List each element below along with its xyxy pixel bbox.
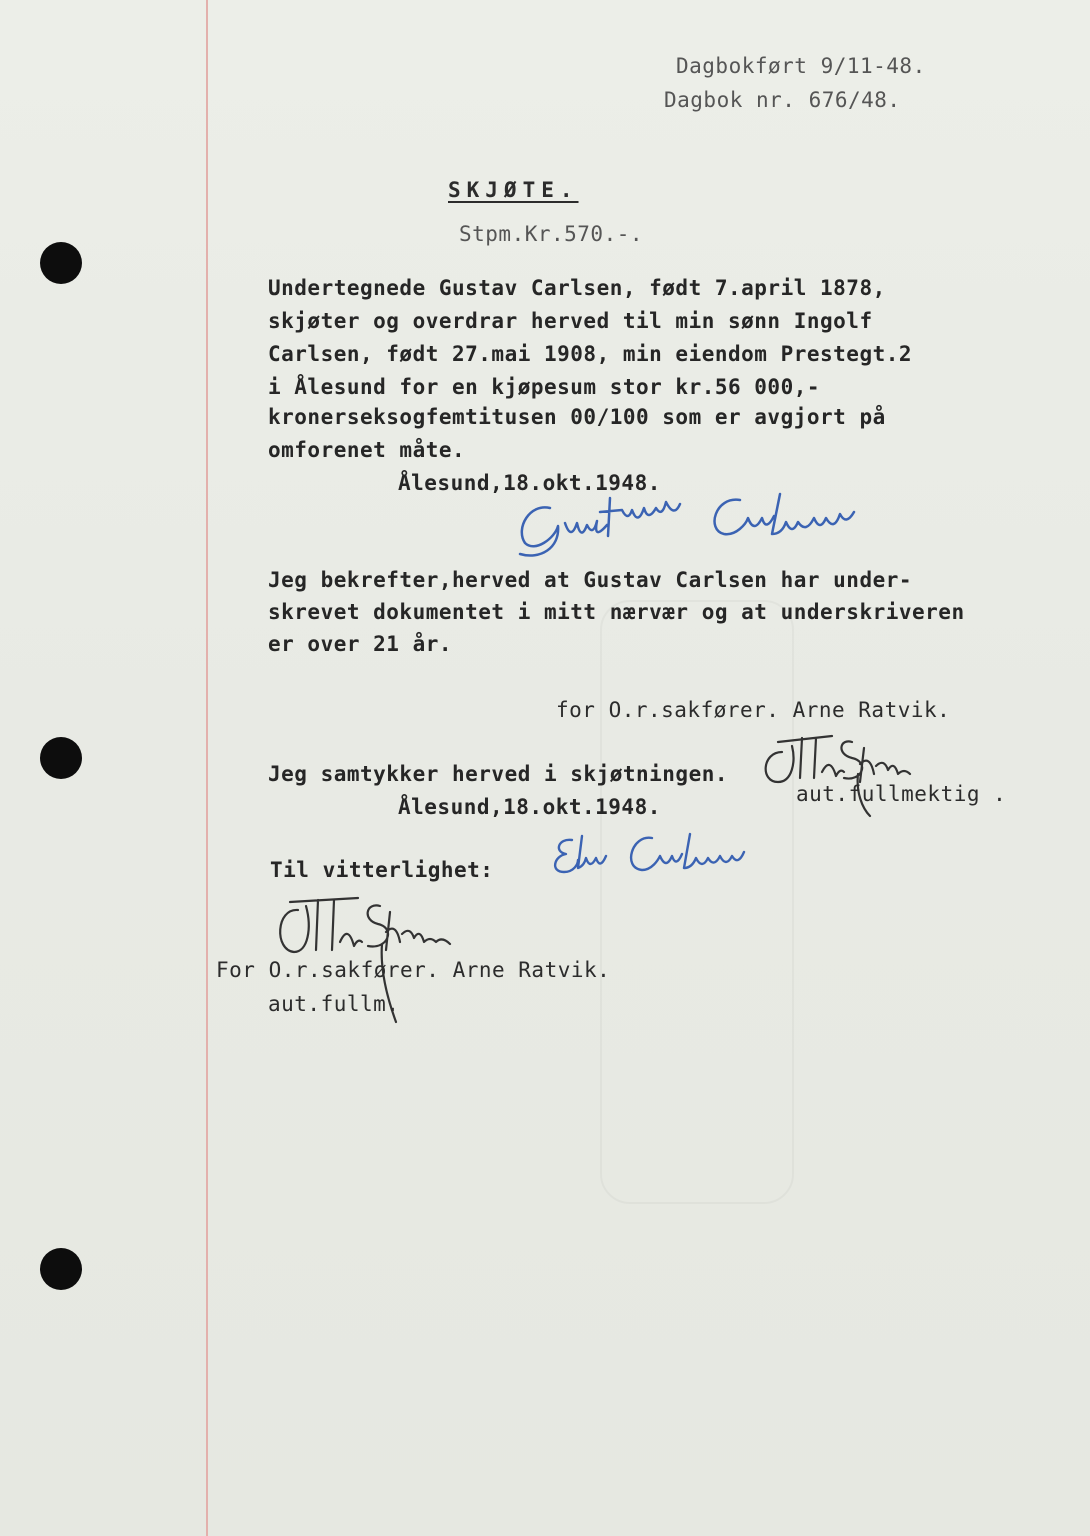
- aut-fullmektig-text: aut.fullmektig .: [796, 782, 1007, 806]
- signature-eline-carlsen: [548, 828, 768, 882]
- confirm-line: Jeg bekrefter,herved at Gustav Carlsen har under-: [268, 568, 913, 592]
- margin-line: [206, 0, 208, 1536]
- document-title: SKJØTE.: [448, 178, 579, 202]
- witness-label: Til vitterlighet:: [270, 858, 494, 882]
- confirm-line: skrevet dokumentet i mitt nærvær og at underskriveren: [268, 600, 965, 624]
- body-line: omforenet måte.: [268, 438, 466, 462]
- place-date: Ålesund,18.okt.1948.: [398, 471, 661, 495]
- punch-hole: [40, 737, 82, 779]
- body-line: kronerseksogfemtitusen 00/100 som er avgjort på: [268, 405, 886, 429]
- stamp-duty-text: Stpm.Kr.570.-.: [459, 222, 644, 246]
- dagbokfort-text: Dagbokført 9/11-48.: [676, 54, 926, 78]
- dagbok-nr-text: Dagbok nr. 676/48.: [664, 88, 901, 112]
- signature-gustav-carlsen: [510, 488, 910, 560]
- body-line: Undertegnede Gustav Carlsen, født 7.april 1878,: [268, 276, 886, 300]
- confirm-line: er over 21 år.: [268, 632, 453, 656]
- body-line: Carlsen, født 27.mai 1908, min eiendom Prestegt.2: [268, 342, 913, 366]
- punch-hole: [40, 1248, 82, 1290]
- place-date-2: Ålesund,18.okt.1948.: [398, 795, 661, 819]
- faint-stamp-watermark: [600, 600, 794, 1204]
- consent-text: Jeg samtykker herved i skjøtningen.: [268, 762, 729, 786]
- body-line: skjøter og overdrar herved til min sønn Ingolf: [268, 309, 873, 333]
- for-lawyer-text-2: For O.r.sakfører. Arne Ratvik.: [216, 958, 611, 982]
- aut-fullm-text: aut.fullm.: [268, 992, 400, 1016]
- for-lawyer-text: for O.r.sakfører. Arne Ratvik.: [556, 698, 951, 722]
- punch-hole: [40, 242, 82, 284]
- body-line: i Ålesund for en kjøpesum stor kr.56 000,-: [268, 375, 821, 399]
